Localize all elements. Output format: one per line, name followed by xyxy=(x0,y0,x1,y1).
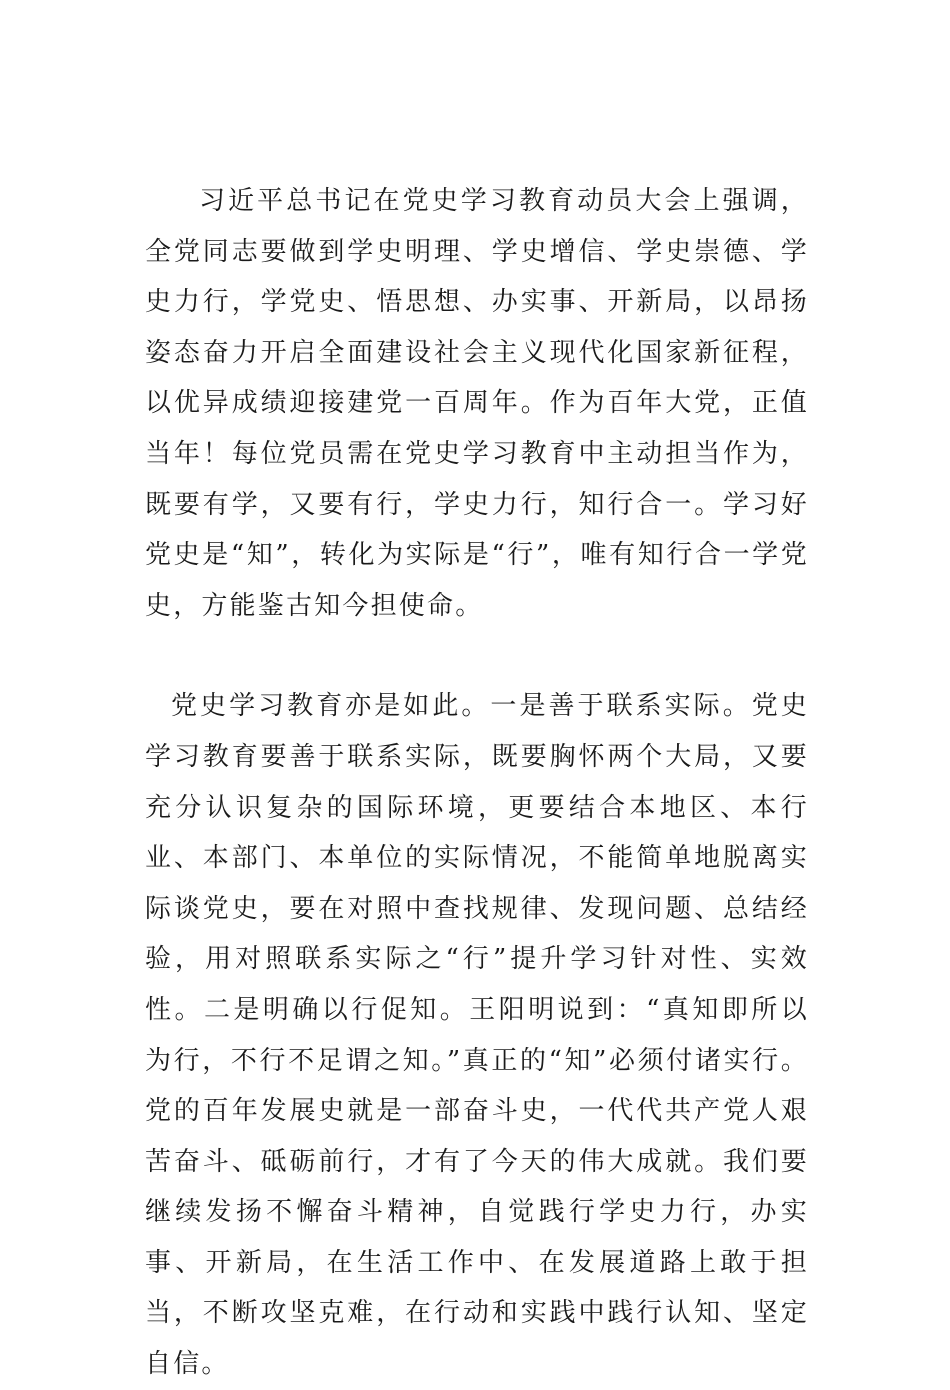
paragraph-practice: 党史学习教育亦是如此。一是善于联系实际。党史学习教育要善于联系实际，既要胸怀两个大局，又要充分认识复杂的国际环境，更要结合本地区、本行业、本部门、本单位的实际情况，不能简单地脱离实际谈党史，要在对照中查找规律、发现问题、总结经验，用对照联系实际之“行”提升学习针对性、实效性。二是明确以行促知。王阳明说到：“真知即所以为行，不行不足谓之知。”真正的“知”必须付诸实行。党的百年发展史就是一部奋斗史，一代代共产党人艰苦奋斗、砥砺前行，才有了今天的伟大成就。我们要继续发扬不懈奋斗精神，自觉践行学史力行，办实事、开新局，在生活工作中、在发展道路上敢于担当，不断攻坚克难，在行动和实践中践行认知、坚定自信。 xyxy=(145,691,809,1380)
paragraph-intro: 习近平总书记在党史学习教育动员大会上强调，全党同志要做到学史明理、学史增信、学史崇德、学史力行，学党史、悟思想、办实事、开新局，以昂扬姿态奋力开启全面建设社会主义现代化国家新征程，以优异成绩迎接建党一百周年。作为百年大党，正值当年！每位党员需在党史学习教育中主动担当作为，既要有学，又要有行，学史力行，知行合一。学习好党史是“知”，转化为实际是“行”，唯有知行合一学党史，方能鉴古知今担使命。 xyxy=(145,186,809,621)
document-page xyxy=(145,176,809,1390)
